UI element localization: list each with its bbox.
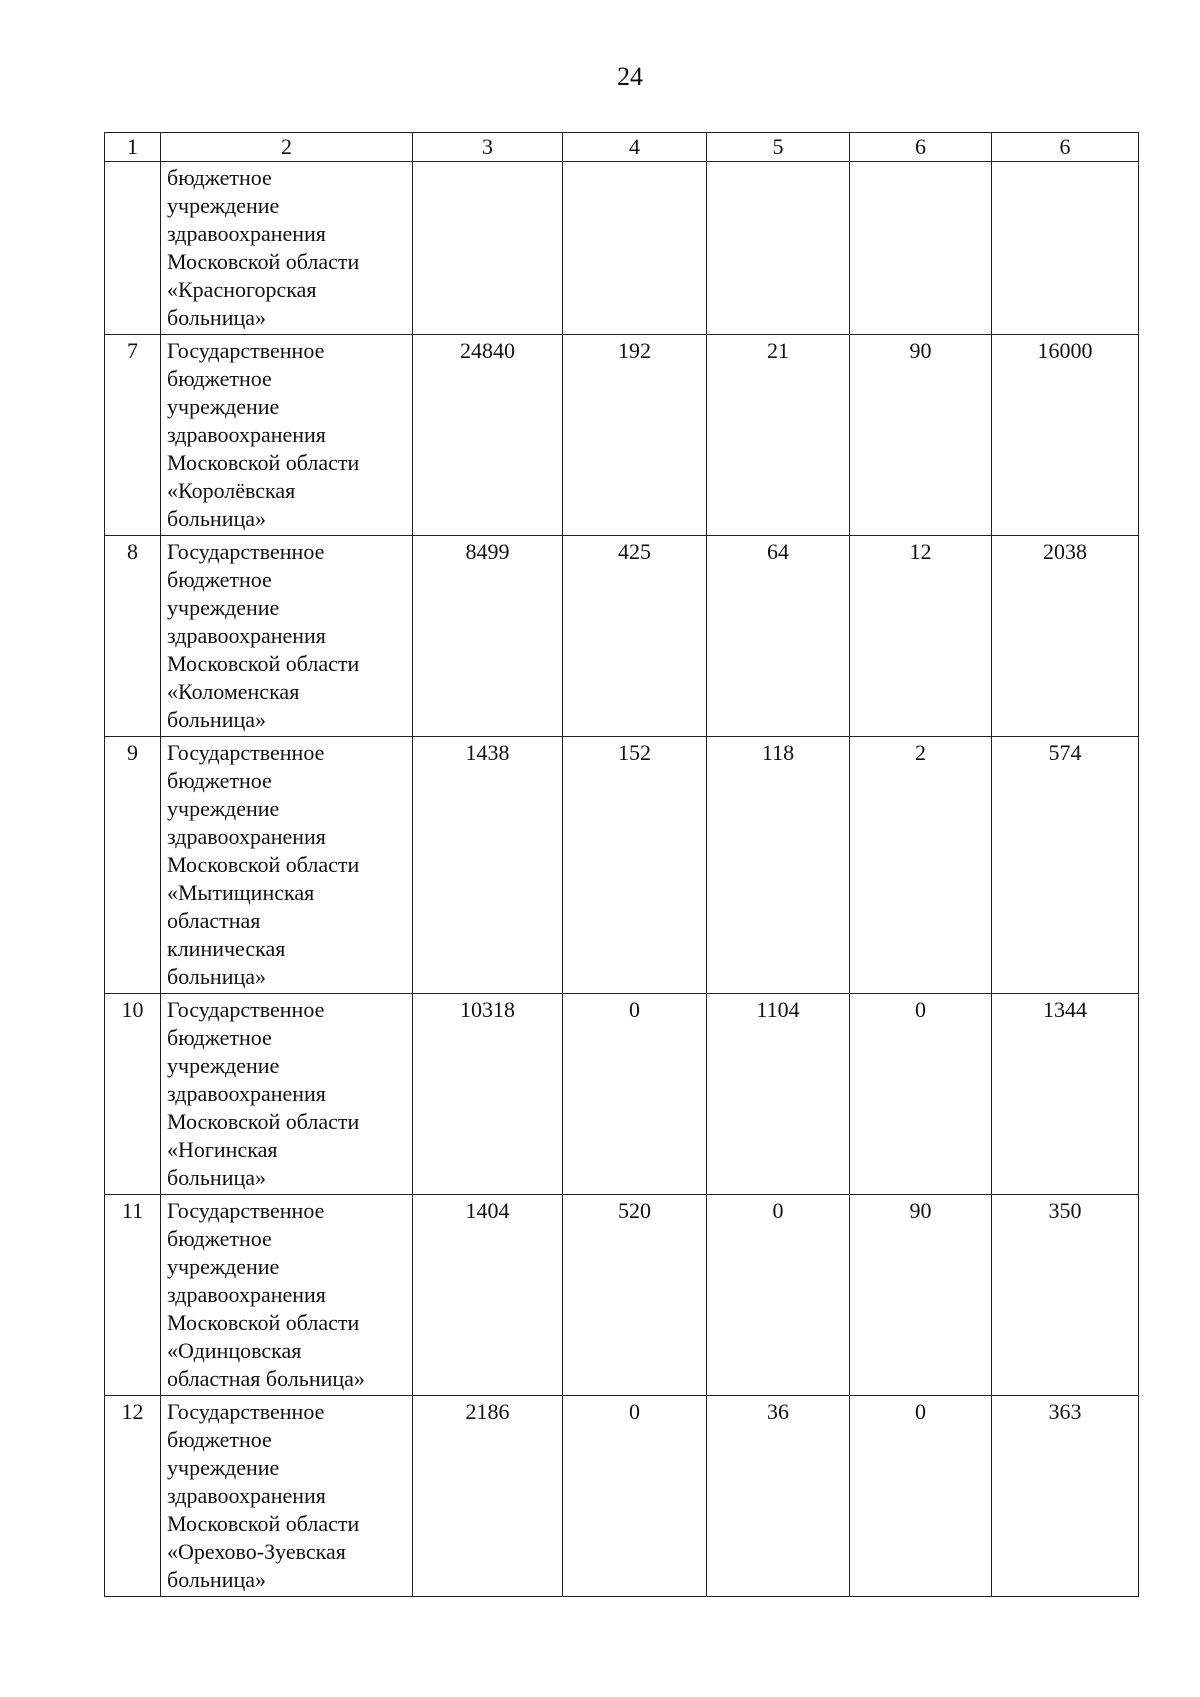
value-cell: 90 bbox=[850, 335, 992, 536]
header-cell: 4 bbox=[563, 133, 707, 162]
table-row bbox=[105, 1195, 1139, 1396]
row-number: 10 bbox=[105, 994, 161, 1195]
institution-name: Государственное бюджетное учреждение здравоохранения Московской области «Королёвская больница» bbox=[161, 335, 413, 536]
value-cell: 363 bbox=[992, 1396, 1139, 1597]
data-table bbox=[104, 132, 1139, 1597]
value-cell: 0 bbox=[850, 994, 992, 1195]
row-number: 9 bbox=[105, 737, 161, 994]
value-cell: 192 bbox=[563, 335, 707, 536]
value-cell: 0 bbox=[707, 1195, 850, 1396]
header-cell: 2 bbox=[161, 133, 413, 162]
value-cell: 2 bbox=[850, 737, 992, 994]
institution-name: бюджетное учреждение здравоохранения Московской области «Красногорская больница» bbox=[161, 162, 413, 335]
institution-name: Государственное бюджетное учреждение здравоохранения Московской области «Ногинская больница» bbox=[161, 994, 413, 1195]
row-number: 7 bbox=[105, 335, 161, 536]
value-cell: 64 bbox=[707, 536, 850, 737]
value-cell: 1344 bbox=[992, 994, 1139, 1195]
header-row bbox=[105, 133, 1139, 162]
institution-name: Государственное бюджетное учреждение здравоохранения Московской области «Мытищинская областная клиническая больница» bbox=[161, 737, 413, 994]
value-cell: 90 bbox=[850, 1195, 992, 1396]
value-cell: 1104 bbox=[707, 994, 850, 1195]
value-cell: 2186 bbox=[413, 1396, 563, 1597]
value-cell bbox=[707, 162, 850, 335]
institution-name: Государственное бюджетное учреждение здравоохранения Московской области «Коломенская больница» bbox=[161, 536, 413, 737]
table-row bbox=[105, 335, 1139, 536]
value-cell: 574 bbox=[992, 737, 1139, 994]
value-cell: 520 bbox=[563, 1195, 707, 1396]
value-cell: 0 bbox=[563, 994, 707, 1195]
table-row bbox=[105, 737, 1139, 994]
value-cell bbox=[850, 162, 992, 335]
value-cell: 21 bbox=[707, 335, 850, 536]
value-cell: 0 bbox=[850, 1396, 992, 1597]
header-cell: 6 bbox=[850, 133, 992, 162]
value-cell bbox=[992, 162, 1139, 335]
value-cell: 0 bbox=[563, 1396, 707, 1597]
institution-name: Государственное бюджетное учреждение здравоохранения Московской области «Орехово-Зуевская больница» bbox=[161, 1396, 413, 1597]
header-cell: 6 bbox=[992, 133, 1139, 162]
table-row bbox=[105, 994, 1139, 1195]
value-cell: 36 bbox=[707, 1396, 850, 1597]
table-row bbox=[105, 536, 1139, 737]
value-cell bbox=[563, 162, 707, 335]
value-cell: 8499 bbox=[413, 536, 563, 737]
value-cell: 152 bbox=[563, 737, 707, 994]
header-cell: 5 bbox=[707, 133, 850, 162]
value-cell: 24840 bbox=[413, 335, 563, 536]
header-cell: 1 bbox=[105, 133, 161, 162]
value-cell: 1438 bbox=[413, 737, 563, 994]
header-cell: 3 bbox=[413, 133, 563, 162]
value-cell: 12 bbox=[850, 536, 992, 737]
value-cell: 118 bbox=[707, 737, 850, 994]
value-cell: 350 bbox=[992, 1195, 1139, 1396]
value-cell: 10318 bbox=[413, 994, 563, 1195]
row-number: 8 bbox=[105, 536, 161, 737]
value-cell: 1404 bbox=[413, 1195, 563, 1396]
value-cell: 425 bbox=[563, 536, 707, 737]
row-number bbox=[105, 162, 161, 335]
row-number: 11 bbox=[105, 1195, 161, 1396]
row-number: 12 bbox=[105, 1396, 161, 1597]
institution-name: Государственное бюджетное учреждение здравоохранения Московской области «Одинцовская областная больница» bbox=[161, 1195, 413, 1396]
value-cell: 16000 bbox=[992, 335, 1139, 536]
table-row bbox=[105, 162, 1139, 335]
value-cell: 2038 bbox=[992, 536, 1139, 737]
page-number: 24 bbox=[617, 62, 643, 91]
table-row bbox=[105, 1396, 1139, 1597]
value-cell bbox=[413, 162, 563, 335]
